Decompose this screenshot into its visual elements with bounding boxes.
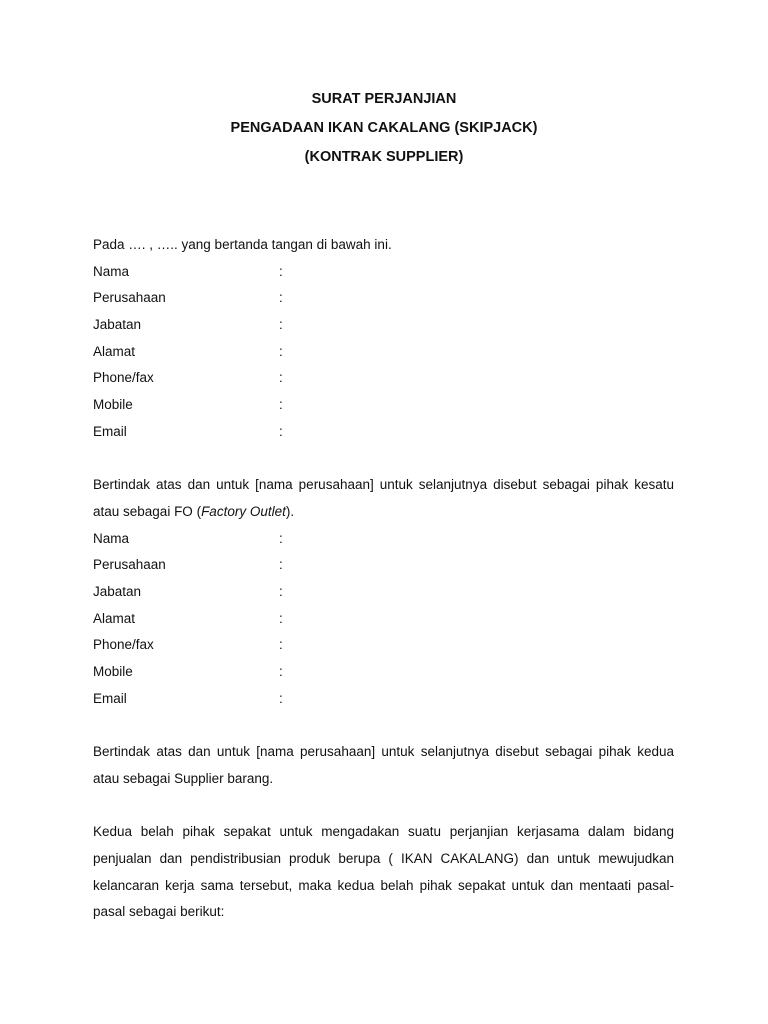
party1-field-perusahaan [93, 285, 674, 312]
field-label: Email [93, 423, 127, 439]
party1-field-alamat [93, 339, 674, 366]
field-colon: : [279, 290, 283, 306]
title-line-3: (KONTRAK SUPPLIER) [304, 149, 464, 165]
party1-field-nama [93, 259, 674, 286]
field-label: Jabatan [93, 583, 142, 599]
field-colon: : [279, 530, 283, 546]
party2-field-perusahaan [93, 552, 674, 579]
party2-field-nama [93, 526, 674, 553]
field-label: Alamat [93, 343, 136, 359]
field-label: Perusahaan [93, 290, 166, 306]
spacer [93, 712, 674, 739]
field-label: Perusahaan [93, 557, 166, 573]
field-colon: : [279, 664, 283, 680]
party2-field-phone-fax [93, 632, 674, 659]
field-label: Phone/fax [93, 370, 154, 386]
party1-fields [93, 259, 674, 446]
party2-field-jabatan [93, 579, 674, 606]
party1-statement [93, 472, 674, 525]
party2-field-alamat [93, 606, 674, 633]
field-label: Phone/fax [93, 637, 154, 653]
document-title [0, 88, 768, 175]
field-label: Jabatan [93, 317, 142, 333]
title-line-2: PENGADAAN IKAN CAKALANG (SKIPJACK) [230, 120, 538, 136]
title-line-1: SURAT PERJANJIAN [311, 91, 457, 107]
party1-statement-text: Bertindak atas dan untuk [nama perusahaan] untuk selanjutnya disebut sebagai pihak kesatu atau sebagai FO ( [93, 477, 674, 519]
field-label: Nama [93, 263, 130, 279]
field-label: Nama [93, 530, 130, 546]
field-colon: : [279, 690, 283, 706]
field-colon: : [279, 370, 283, 386]
party1-field-jabatan [93, 312, 674, 339]
field-colon: : [279, 637, 283, 653]
party1-field-phone-fax [93, 365, 674, 392]
field-colon: : [279, 343, 283, 359]
field-colon: : [279, 557, 283, 573]
document-body [93, 232, 674, 926]
field-colon: : [279, 423, 283, 439]
field-colon: : [279, 263, 283, 279]
field-label: Email [93, 690, 127, 706]
field-label: Mobile [93, 664, 133, 680]
field-label: Alamat [93, 610, 136, 626]
party2-statement: Bertindak atas dan untuk [nama perusahaan] untuk selanjutnya disebut sebagai pihak kedua atau sebagai Supplier barang. [93, 744, 674, 786]
intro-text: Pada …. , ….. yang bertanda tangan di bawah ini. [93, 237, 392, 252]
field-colon: : [279, 610, 283, 626]
field-colon: : [279, 583, 283, 599]
party1-field-email [93, 419, 674, 446]
party2-fields [93, 526, 674, 713]
field-colon: : [279, 317, 283, 333]
party2-field-email [93, 686, 674, 713]
spacer [93, 446, 674, 473]
party1-statement-end: ). [285, 503, 295, 519]
spacer [93, 793, 674, 820]
party2-field-mobile [93, 659, 674, 686]
party1-field-mobile [93, 392, 674, 419]
factory-outlet-term: Factory Outlet [201, 503, 286, 519]
field-label: Mobile [93, 397, 133, 413]
agreement-paragraph: Kedua belah pihak sepakat untuk mengadakan suatu perjanjian kerjasama dalam bidang penjualan dan pendistribusian produk berupa ( IKAN CAKALANG) dan untuk mewujudkan kelancaran kerja sama tersebut, maka kedua belah pihak sepakat untuk dan mentaati pasal-pasal sebagai berikut: [93, 824, 674, 920]
field-colon: : [279, 397, 283, 413]
